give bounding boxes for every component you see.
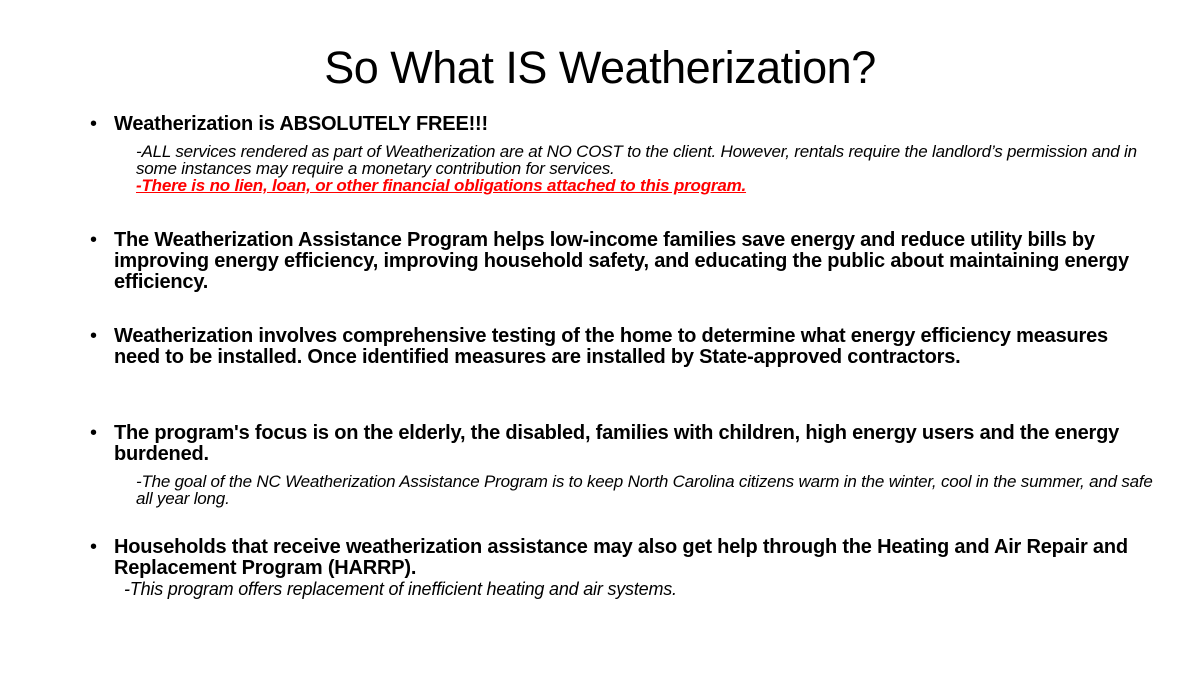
bullet-heading: Weatherization is ABSOLUTELY FREE!!! (114, 113, 488, 135)
bullet-subtext: -ALL services rendered as part of Weatherization are at NO COST to the client. However, rentals require the landlord’s permission and in some instances may require a monetary contribution for services. (136, 142, 1137, 178)
bullet-subtext-highlight: -There is no lien, loan, or other financial obligations attached to this program. (136, 176, 747, 195)
bullet-item-free (88, 114, 1154, 194)
bullet-item-harrp (88, 537, 1154, 599)
bullet-heading: Weatherization involves comprehensive testing of the home to determine what energy efficiency measures need to be installed. Once identified measures are installed by State-approved contractors. (114, 325, 1108, 368)
bullet-subtext: -The goal of the NC Weatherization Assistance Program is to keep North Carolina citizens warm in the winter, cool in the summer, and safe all year long. (136, 472, 1153, 508)
bullet-dot-icon: • (90, 113, 98, 135)
bullet-item-program (88, 230, 1154, 293)
bullet-dot-icon: • (90, 229, 98, 251)
bullet-heading: The Weatherization Assistance Program helps low-income families save energy and reduce utility bills by improving energy efficiency, improving household safety, and educating the public about maintaining energy efficiency. (114, 229, 1129, 293)
bullet-item-testing (88, 326, 1154, 368)
bullet-dot-icon: • (90, 422, 98, 444)
bullet-dot-icon: • (90, 325, 98, 347)
bullet-dot-icon: • (90, 536, 98, 558)
bullet-item-focus (88, 423, 1154, 507)
bullet-subtext: -This program offers replacement of inefficient heating and air systems. (124, 579, 677, 599)
bullet-heading: The program's focus is on the elderly, the disabled, families with children, high energy users and the energy burdened. (114, 422, 1120, 465)
bullet-heading: Households that receive weatherization assistance may also get help through the Heating and Air Repair and Replacement Program (HARRP). (114, 536, 1128, 579)
slide-title: So What IS Weatherization? (324, 42, 876, 93)
